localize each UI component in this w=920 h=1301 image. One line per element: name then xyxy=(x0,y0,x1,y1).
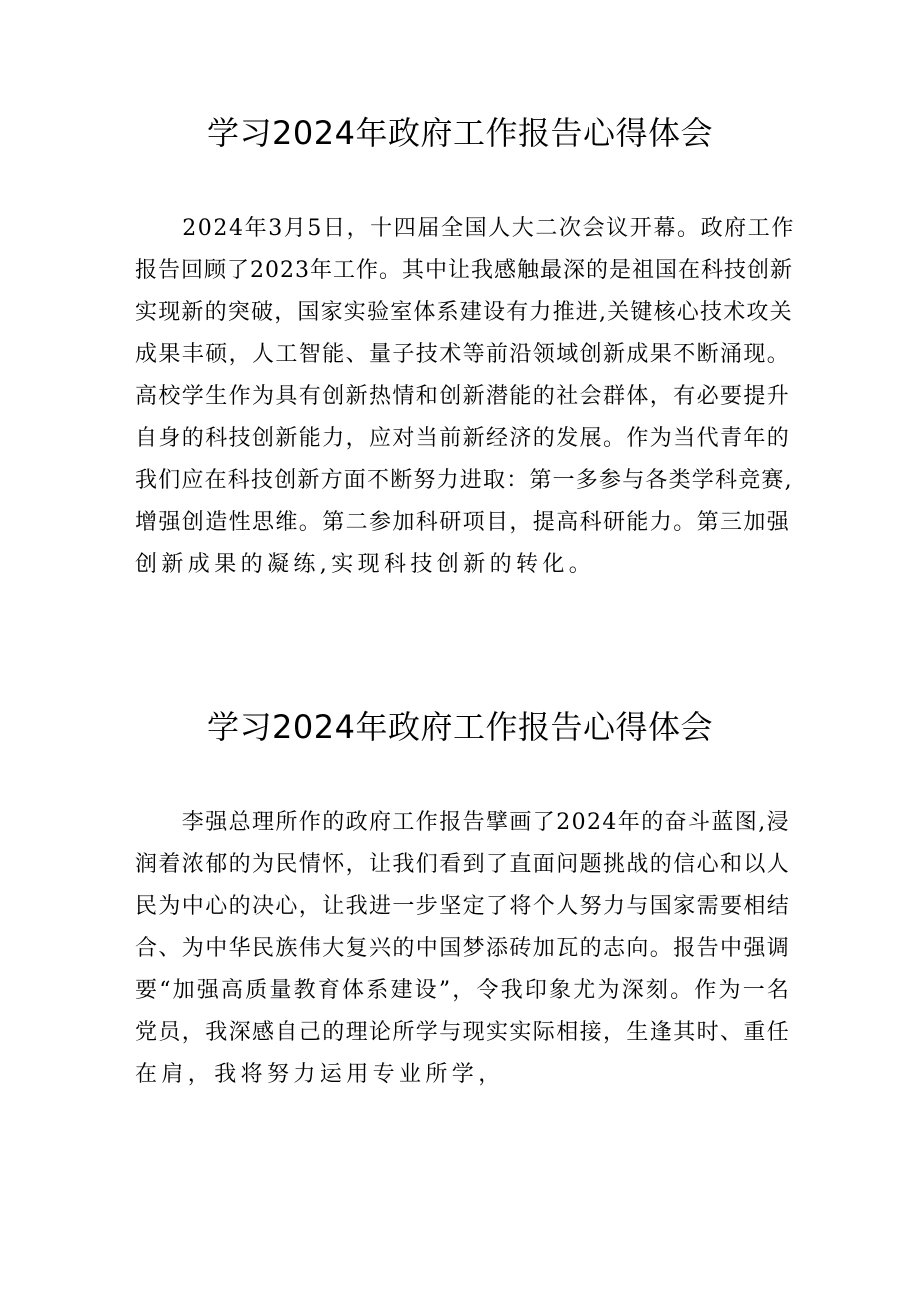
text-line: 党员，我深感自己的理论所学与现实实际相接，生逢其时、重任 xyxy=(135,1020,791,1045)
section-2-paragraph xyxy=(135,802,795,1096)
text-line: 要“加强高质量教育体系建设”，令我印象尤为深刻。作为一名 xyxy=(135,978,792,1003)
text-line: 创新成果的凝练,实现科技创新的转化。 xyxy=(135,552,596,577)
section-1-paragraph xyxy=(135,208,795,586)
text-line: 合、为中华民族伟大复兴的中国梦添砖加瓦的志向。报告中强调 xyxy=(135,936,791,961)
text-line: 报告回顾了2023年工作。其中让我感触最深的是祖国在科技创新 xyxy=(135,258,793,283)
text-line: 我们应在科技创新方面不断努力进取：第一多参与各类学科竞赛, xyxy=(135,468,793,493)
text-line: 实现新的突破，国家实验室体系建设有力推进,关键核心技术攻关 xyxy=(135,300,793,325)
text-line: 增强创造性思维。第二参加科研项目，提高科研能力。第三加强 xyxy=(135,510,791,535)
text-line: 民为中心的决心，让我进一步坚定了将个人努力与国家需要相结 xyxy=(135,894,791,919)
section-1-title: 学习2024年政府工作报告心得体会 xyxy=(207,114,713,152)
text-line: 成果丰硕，人工智能、量子技术等前沿领域创新成果不断涌现。 xyxy=(135,342,791,367)
text-line: 自身的科技创新能力，应对当前新经济的发展。作为当代青年的 xyxy=(135,426,791,451)
text-line: 李强总理所作的政府工作报告擘画了2024年的奋斗蓝图,浸 xyxy=(135,810,790,835)
text-line: 高校学生作为具有创新热情和创新潜能的社会群体，有必要提升 xyxy=(135,384,791,409)
text-line: 在肩，我将努力运用专业所学， xyxy=(135,1062,505,1087)
text-line: 润着浓郁的为民情怀，让我们看到了直面问题挑战的信心和以人 xyxy=(135,852,791,877)
text-line: 2024年3月5日，十四届全国人大二次会议开幕。政府工作 xyxy=(135,216,795,241)
section-2-title: 学习2024年政府工作报告心得体会 xyxy=(207,708,713,746)
